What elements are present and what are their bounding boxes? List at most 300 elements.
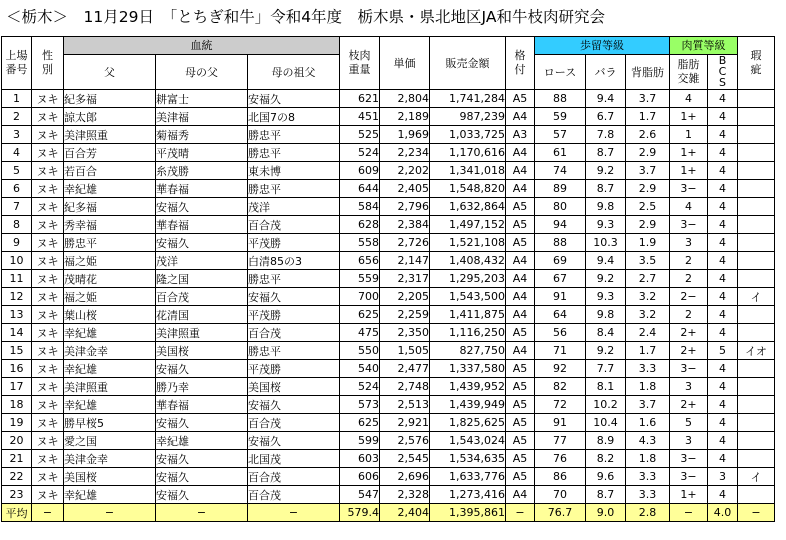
cell-entry-number: 20 — [2, 432, 32, 450]
cell-sex: ヌキ — [32, 234, 64, 252]
cell-marbling: 3 — [670, 378, 708, 396]
cell-carcass-weight: 559 — [340, 270, 380, 288]
cell-unit-price: 2,545 — [380, 450, 430, 468]
cell-marbling: 4 — [670, 198, 708, 216]
cell-bcs: 4 — [708, 450, 738, 468]
cell-entry-number: 16 — [2, 360, 32, 378]
cell-mothers-grandfather: 百合茂 — [248, 324, 340, 342]
cell-grade: A5 — [506, 324, 535, 342]
cell-mothers-father: 百合茂 — [156, 288, 248, 306]
average-unit-price: 2,404 — [380, 504, 430, 522]
cell-sex: ヌキ — [32, 360, 64, 378]
header-carcass-weight: 枝肉 重量 — [340, 37, 380, 90]
cell-sales-amount: 1,116,250 — [430, 324, 506, 342]
average-sales-amount: 1,395,861 — [430, 504, 506, 522]
cell-entry-number: 22 — [2, 468, 32, 486]
cell-marbling: 3 — [670, 432, 708, 450]
cell-loin: 86 — [535, 468, 586, 486]
cell-loin: 61 — [535, 144, 586, 162]
average-loin: 76.7 — [535, 504, 586, 522]
cell-marbling: 3− — [670, 450, 708, 468]
cell-bcs: 4 — [708, 162, 738, 180]
cell-back-fat: 2.9 — [626, 144, 670, 162]
cell-mothers-father: 安福久 — [156, 234, 248, 252]
cell-loin: 67 — [535, 270, 586, 288]
cell-mothers-grandfather: 安福久 — [248, 288, 340, 306]
table-row — [2, 144, 775, 162]
cell-sex: ヌキ — [32, 198, 64, 216]
table-row — [2, 432, 775, 450]
average-sex: − — [32, 504, 64, 522]
cell-marbling: 3− — [670, 468, 708, 486]
cell-defect — [738, 414, 775, 432]
cell-back-fat: 3.5 — [626, 252, 670, 270]
cell-sales-amount: 1,170,616 — [430, 144, 506, 162]
cell-father: 諒太郎 — [64, 108, 156, 126]
cell-back-fat: 1.7 — [626, 108, 670, 126]
cell-sex: ヌキ — [32, 306, 64, 324]
table-row — [2, 90, 775, 108]
cell-back-fat: 1.7 — [626, 342, 670, 360]
cell-back-fat: 2.5 — [626, 198, 670, 216]
cell-marbling: 3 — [670, 234, 708, 252]
cell-rib: 9.2 — [586, 162, 626, 180]
cell-marbling: 1+ — [670, 108, 708, 126]
cell-defect — [738, 486, 775, 504]
average-back-fat: 2.8 — [626, 504, 670, 522]
cell-bcs: 4 — [708, 216, 738, 234]
cell-father: 百合芳 — [64, 144, 156, 162]
table-row — [2, 324, 775, 342]
cell-unit-price: 2,405 — [380, 180, 430, 198]
cell-marbling: 2+ — [670, 396, 708, 414]
cell-back-fat: 2.4 — [626, 324, 670, 342]
cell-rib: 8.9 — [586, 432, 626, 450]
cell-father: 福之姫 — [64, 288, 156, 306]
cell-sex: ヌキ — [32, 342, 64, 360]
cell-rib: 6.7 — [586, 108, 626, 126]
cell-grade: A4 — [506, 306, 535, 324]
cell-bcs: 4 — [708, 126, 738, 144]
cell-father: 幸紀雄 — [64, 360, 156, 378]
cell-sex: ヌキ — [32, 324, 64, 342]
cell-defect — [738, 252, 775, 270]
cell-entry-number: 9 — [2, 234, 32, 252]
carcass-results-table — [1, 36, 775, 522]
cell-carcass-weight: 609 — [340, 162, 380, 180]
cell-grade: A5 — [506, 468, 535, 486]
cell-mothers-father: 安福久 — [156, 468, 248, 486]
cell-back-fat: 3.2 — [626, 288, 670, 306]
cell-rib: 7.8 — [586, 126, 626, 144]
cell-sex: ヌキ — [32, 468, 64, 486]
cell-sales-amount: 1,439,949 — [430, 396, 506, 414]
cell-loin: 91 — [535, 288, 586, 306]
cell-marbling: 2 — [670, 252, 708, 270]
cell-sex: ヌキ — [32, 126, 64, 144]
table-row — [2, 270, 775, 288]
cell-sex: ヌキ — [32, 486, 64, 504]
cell-bcs: 4 — [708, 108, 738, 126]
cell-rib: 8.1 — [586, 378, 626, 396]
cell-loin: 70 — [535, 486, 586, 504]
cell-loin: 59 — [535, 108, 586, 126]
cell-mothers-grandfather: 百合茂 — [248, 414, 340, 432]
cell-carcass-weight: 550 — [340, 342, 380, 360]
cell-back-fat: 2.7 — [626, 270, 670, 288]
header-yield-grade: 歩留等級 — [535, 37, 670, 55]
cell-grade: A4 — [506, 342, 535, 360]
cell-marbling: 1 — [670, 126, 708, 144]
cell-back-fat: 3.7 — [626, 396, 670, 414]
cell-father: 幸紀雄 — [64, 324, 156, 342]
cell-unit-price: 2,726 — [380, 234, 430, 252]
cell-marbling: 2− — [670, 288, 708, 306]
cell-mothers-grandfather: 安福久 — [248, 432, 340, 450]
cell-mothers-grandfather: 平茂勝 — [248, 234, 340, 252]
cell-marbling: 3− — [670, 216, 708, 234]
cell-defect — [738, 126, 775, 144]
cell-mothers-father: 菊福秀 — [156, 126, 248, 144]
header-father: 父 — [64, 55, 156, 90]
header-sales-amount: 販売金額 — [430, 37, 506, 90]
cell-sex: ヌキ — [32, 450, 64, 468]
header-meat-quality-grade: 肉質等級 — [670, 37, 738, 55]
cell-unit-price: 2,696 — [380, 468, 430, 486]
cell-back-fat: 3.3 — [626, 468, 670, 486]
cell-mothers-father: 華春福 — [156, 396, 248, 414]
average-mothers-grandfather: − — [248, 504, 340, 522]
cell-sex: ヌキ — [32, 396, 64, 414]
cell-loin: 57 — [535, 126, 586, 144]
cell-carcass-weight: 558 — [340, 234, 380, 252]
header-defect: 瑕 疵 — [738, 37, 775, 90]
cell-bcs: 4 — [708, 198, 738, 216]
cell-father: 勝忠平 — [64, 234, 156, 252]
cell-rib: 9.4 — [586, 90, 626, 108]
cell-sex: ヌキ — [32, 414, 64, 432]
cell-carcass-weight: 525 — [340, 126, 380, 144]
cell-sex: ヌキ — [32, 108, 64, 126]
cell-rib: 9.2 — [586, 342, 626, 360]
average-marbling: − — [670, 504, 708, 522]
average-grade: − — [506, 504, 535, 522]
cell-mothers-father: 安福久 — [156, 198, 248, 216]
cell-entry-number: 4 — [2, 144, 32, 162]
cell-father: 幸紀雄 — [64, 396, 156, 414]
cell-unit-price: 2,234 — [380, 144, 430, 162]
table-row — [2, 414, 775, 432]
cell-back-fat: 3.7 — [626, 90, 670, 108]
cell-rib: 10.4 — [586, 414, 626, 432]
cell-father: 紀多福 — [64, 90, 156, 108]
cell-sales-amount: 1,439,952 — [430, 378, 506, 396]
cell-bcs: 4 — [708, 324, 738, 342]
cell-rib: 9.4 — [586, 252, 626, 270]
cell-loin: 72 — [535, 396, 586, 414]
cell-sex: ヌキ — [32, 90, 64, 108]
cell-loin: 69 — [535, 252, 586, 270]
cell-mothers-grandfather: 北国7の8 — [248, 108, 340, 126]
cell-carcass-weight: 625 — [340, 414, 380, 432]
cell-unit-price: 2,147 — [380, 252, 430, 270]
cell-marbling: 2+ — [670, 324, 708, 342]
cell-carcass-weight: 475 — [340, 324, 380, 342]
cell-rib: 9.2 — [586, 270, 626, 288]
cell-back-fat: 1.8 — [626, 450, 670, 468]
cell-sales-amount: 1,543,500 — [430, 288, 506, 306]
cell-bcs: 5 — [708, 342, 738, 360]
average-row — [2, 504, 775, 522]
cell-back-fat: 2.9 — [626, 216, 670, 234]
cell-mothers-father: 勝乃幸 — [156, 378, 248, 396]
cell-grade: A4 — [506, 486, 535, 504]
cell-carcass-weight: 603 — [340, 450, 380, 468]
cell-sex: ヌキ — [32, 270, 64, 288]
cell-carcass-weight: 628 — [340, 216, 380, 234]
page-title: ＜栃木＞ 11月29日 「とちぎ和牛」令和4年度 栃木県・県北地区JA和牛枝肉研究会 — [6, 8, 605, 26]
cell-mothers-grandfather: 百合茂 — [248, 486, 340, 504]
cell-sex: ヌキ — [32, 162, 64, 180]
cell-defect — [738, 396, 775, 414]
cell-entry-number: 13 — [2, 306, 32, 324]
cell-father: 秀幸福 — [64, 216, 156, 234]
cell-entry-number: 21 — [2, 450, 32, 468]
average-rib: 9.0 — [586, 504, 626, 522]
cell-loin: 88 — [535, 90, 586, 108]
cell-rib: 9.8 — [586, 198, 626, 216]
cell-mothers-grandfather: 東未博 — [248, 162, 340, 180]
cell-carcass-weight: 547 — [340, 486, 380, 504]
cell-carcass-weight: 606 — [340, 468, 380, 486]
average-mothers-father: − — [156, 504, 248, 522]
cell-mothers-grandfather: 勝忠平 — [248, 180, 340, 198]
cell-father: 美国桜 — [64, 468, 156, 486]
cell-bcs: 4 — [708, 396, 738, 414]
cell-unit-price: 2,384 — [380, 216, 430, 234]
cell-grade: A4 — [506, 144, 535, 162]
cell-grade: A5 — [506, 396, 535, 414]
cell-bcs: 3 — [708, 468, 738, 486]
cell-grade: A5 — [506, 450, 535, 468]
cell-father: 福之姫 — [64, 252, 156, 270]
cell-mothers-father: 平茂晴 — [156, 144, 248, 162]
cell-mothers-father: 安福久 — [156, 360, 248, 378]
cell-bcs: 4 — [708, 252, 738, 270]
cell-grade: A5 — [506, 216, 535, 234]
cell-marbling: 2 — [670, 270, 708, 288]
cell-loin: 80 — [535, 198, 586, 216]
cell-loin: 71 — [535, 342, 586, 360]
cell-unit-price: 2,576 — [380, 432, 430, 450]
cell-father: 美津金幸 — [64, 450, 156, 468]
cell-loin: 91 — [535, 414, 586, 432]
cell-mothers-father: 幸紀雄 — [156, 432, 248, 450]
cell-defect: イ — [738, 468, 775, 486]
cell-sales-amount: 1,548,820 — [430, 180, 506, 198]
cell-sex: ヌキ — [32, 432, 64, 450]
cell-carcass-weight: 540 — [340, 360, 380, 378]
cell-bcs: 4 — [708, 90, 738, 108]
header-mothers-grandfather: 母の祖父 — [248, 55, 340, 90]
cell-defect — [738, 108, 775, 126]
cell-rib: 8.2 — [586, 450, 626, 468]
cell-carcass-weight: 524 — [340, 144, 380, 162]
cell-entry-number: 7 — [2, 198, 32, 216]
cell-sales-amount: 1,633,776 — [430, 468, 506, 486]
cell-unit-price: 2,189 — [380, 108, 430, 126]
cell-mothers-father: 美津福 — [156, 108, 248, 126]
average-carcass-weight: 579.4 — [340, 504, 380, 522]
table-row — [2, 360, 775, 378]
cell-father: 勝早桜5 — [64, 414, 156, 432]
cell-mothers-grandfather: 安福久 — [248, 90, 340, 108]
cell-unit-price: 2,350 — [380, 324, 430, 342]
cell-entry-number: 15 — [2, 342, 32, 360]
cell-unit-price: 2,317 — [380, 270, 430, 288]
cell-carcass-weight: 524 — [340, 378, 380, 396]
cell-defect — [738, 144, 775, 162]
cell-defect — [738, 270, 775, 288]
cell-back-fat: 1.9 — [626, 234, 670, 252]
cell-marbling: 4 — [670, 90, 708, 108]
cell-grade: A5 — [506, 378, 535, 396]
cell-rib: 10.2 — [586, 396, 626, 414]
cell-mothers-father: 耕富士 — [156, 90, 248, 108]
header-rib: バラ — [586, 55, 626, 90]
cell-mothers-grandfather: 勝忠平 — [248, 144, 340, 162]
cell-father: 美津金幸 — [64, 342, 156, 360]
cell-mothers-grandfather: 茂洋 — [248, 198, 340, 216]
cell-unit-price: 2,328 — [380, 486, 430, 504]
cell-grade: A4 — [506, 108, 535, 126]
cell-mothers-grandfather: 勝忠平 — [248, 126, 340, 144]
table-row — [2, 378, 775, 396]
cell-back-fat: 4.3 — [626, 432, 670, 450]
cell-entry-number: 5 — [2, 162, 32, 180]
cell-unit-price: 2,804 — [380, 90, 430, 108]
cell-entry-number: 14 — [2, 324, 32, 342]
cell-mothers-father: 花清国 — [156, 306, 248, 324]
cell-sales-amount: 1,411,875 — [430, 306, 506, 324]
cell-marbling: 2+ — [670, 342, 708, 360]
cell-mothers-father: 隆之国 — [156, 270, 248, 288]
cell-defect: イオ — [738, 342, 775, 360]
cell-sales-amount: 1,273,416 — [430, 486, 506, 504]
cell-carcass-weight: 700 — [340, 288, 380, 306]
cell-marbling: 1+ — [670, 486, 708, 504]
cell-sex: ヌキ — [32, 216, 64, 234]
cell-entry-number: 1 — [2, 90, 32, 108]
cell-loin: 64 — [535, 306, 586, 324]
cell-bcs: 4 — [708, 270, 738, 288]
cell-loin: 92 — [535, 360, 586, 378]
cell-father: 愛之国 — [64, 432, 156, 450]
cell-sales-amount: 1,497,152 — [430, 216, 506, 234]
cell-father: 美津照重 — [64, 378, 156, 396]
cell-mothers-grandfather: 勝忠平 — [248, 270, 340, 288]
cell-marbling: 3− — [670, 360, 708, 378]
cell-carcass-weight: 599 — [340, 432, 380, 450]
cell-rib: 9.6 — [586, 468, 626, 486]
cell-entry-number: 8 — [2, 216, 32, 234]
cell-unit-price: 1,505 — [380, 342, 430, 360]
cell-carcass-weight: 621 — [340, 90, 380, 108]
cell-bcs: 4 — [708, 378, 738, 396]
cell-entry-number: 10 — [2, 252, 32, 270]
cell-back-fat: 3.3 — [626, 360, 670, 378]
cell-unit-price: 2,202 — [380, 162, 430, 180]
cell-father: 茂晴花 — [64, 270, 156, 288]
cell-grade: A3 — [506, 126, 535, 144]
table-row — [2, 468, 775, 486]
cell-defect — [738, 162, 775, 180]
cell-back-fat: 2.9 — [626, 180, 670, 198]
table-row — [2, 216, 775, 234]
table-row — [2, 198, 775, 216]
cell-sex: ヌキ — [32, 378, 64, 396]
cell-defect — [738, 234, 775, 252]
cell-grade: A4 — [506, 180, 535, 198]
cell-sex: ヌキ — [32, 144, 64, 162]
cell-sales-amount: 1,825,625 — [430, 414, 506, 432]
cell-back-fat: 3.7 — [626, 162, 670, 180]
cell-loin: 89 — [535, 180, 586, 198]
header-bcs: B C S — [708, 55, 738, 90]
header-unit-price: 単価 — [380, 37, 430, 90]
cell-mothers-grandfather: 白清85の3 — [248, 252, 340, 270]
cell-back-fat: 3.3 — [626, 486, 670, 504]
cell-grade: A4 — [506, 288, 535, 306]
cell-father: 葉山桜 — [64, 306, 156, 324]
cell-sex: ヌキ — [32, 252, 64, 270]
cell-marbling: 1+ — [670, 162, 708, 180]
cell-bcs: 4 — [708, 306, 738, 324]
cell-loin: 74 — [535, 162, 586, 180]
table-row — [2, 126, 775, 144]
table-row — [2, 342, 775, 360]
cell-loin: 88 — [535, 234, 586, 252]
cell-bcs: 4 — [708, 432, 738, 450]
cell-back-fat: 3.2 — [626, 306, 670, 324]
cell-sex: ヌキ — [32, 180, 64, 198]
cell-bcs: 4 — [708, 180, 738, 198]
cell-loin: 56 — [535, 324, 586, 342]
cell-entry-number: 12 — [2, 288, 32, 306]
cell-rib: 9.8 — [586, 306, 626, 324]
cell-entry-number: 11 — [2, 270, 32, 288]
cell-unit-price: 2,796 — [380, 198, 430, 216]
table-row — [2, 234, 775, 252]
cell-bcs: 4 — [708, 234, 738, 252]
header-bloodline: 血統 — [64, 37, 340, 55]
cell-mothers-grandfather: 平茂勝 — [248, 306, 340, 324]
cell-entry-number: 2 — [2, 108, 32, 126]
cell-carcass-weight: 644 — [340, 180, 380, 198]
cell-bcs: 4 — [708, 288, 738, 306]
cell-sales-amount: 1,521,108 — [430, 234, 506, 252]
cell-back-fat: 1.8 — [626, 378, 670, 396]
cell-father: 紀多福 — [64, 198, 156, 216]
header-grade: 格 付 — [506, 37, 535, 90]
cell-grade: A5 — [506, 234, 535, 252]
cell-grade: A5 — [506, 432, 535, 450]
cell-defect — [738, 324, 775, 342]
cell-sex: ヌキ — [32, 288, 64, 306]
cell-unit-price: 2,513 — [380, 396, 430, 414]
cell-mothers-father: 糸茂勝 — [156, 162, 248, 180]
cell-carcass-weight: 451 — [340, 108, 380, 126]
